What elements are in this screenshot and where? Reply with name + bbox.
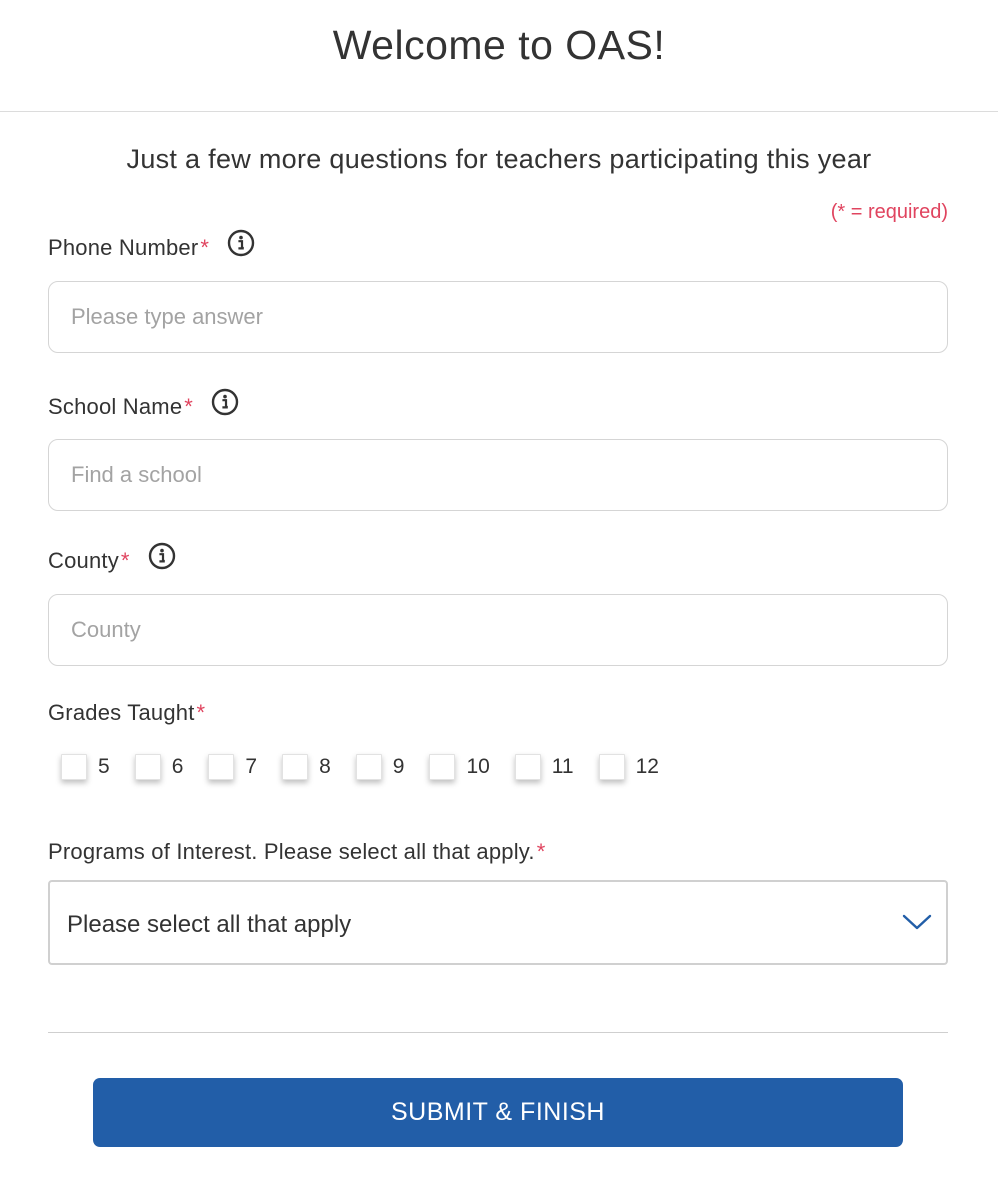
grade-checkbox[interactable] <box>282 754 308 780</box>
grade-checkbox[interactable] <box>356 754 382 780</box>
programs-label <box>48 839 545 865</box>
programs-select-value: Please select all that apply <box>67 911 352 938</box>
grade-label: 6 <box>171 755 184 778</box>
grade-option[interactable] <box>429 754 489 780</box>
phone-label-text: Phone Number <box>48 234 199 260</box>
grade-checkbox[interactable] <box>515 754 541 780</box>
required-star: * <box>196 700 206 725</box>
school-field[interactable] <box>48 439 948 511</box>
submit-finish-button[interactable]: SUBMIT & FINISH <box>93 1078 903 1147</box>
school-label-text: School Name <box>48 393 183 419</box>
grade-checkbox[interactable] <box>429 754 455 780</box>
required-star: * <box>200 234 210 260</box>
page-title: Welcome to OAS! <box>332 22 666 68</box>
phone-field[interactable] <box>48 281 948 353</box>
grade-label: 7 <box>245 755 258 778</box>
grade-checkbox[interactable] <box>135 754 161 780</box>
grade-option[interactable] <box>282 754 331 780</box>
programs-label-text: Programs of Interest. Please select all that apply. <box>48 839 535 864</box>
required-star: * <box>184 393 194 419</box>
county-label-text: County <box>48 547 119 573</box>
grade-checkbox[interactable] <box>208 754 234 780</box>
grade-label: 11 <box>551 755 574 778</box>
grades-checkbox-group <box>61 752 684 782</box>
school-search-input[interactable] <box>49 440 947 510</box>
grade-label: 12 <box>635 755 659 778</box>
grade-label: 9 <box>392 755 405 778</box>
grade-label: 5 <box>98 755 110 778</box>
county-label <box>48 545 176 579</box>
info-icon[interactable] <box>211 388 239 422</box>
chevron-down-icon[interactable] <box>902 912 932 937</box>
grade-option[interactable] <box>208 754 257 780</box>
info-icon[interactable] <box>227 229 255 263</box>
grade-option[interactable] <box>599 754 659 780</box>
grades-label <box>48 700 205 726</box>
grade-label: 10 <box>466 755 490 778</box>
grade-checkbox[interactable] <box>61 754 87 780</box>
phone-input[interactable] <box>49 282 947 352</box>
school-label <box>48 391 239 425</box>
form-divider <box>48 1032 948 1033</box>
county-input[interactable] <box>49 595 947 665</box>
form-subtitle: Just a few more questions for teachers participating this year <box>126 144 872 174</box>
page-header <box>0 0 998 112</box>
grade-label: 8 <box>319 755 331 778</box>
required-star: * <box>120 547 130 573</box>
grade-checkbox[interactable] <box>599 754 625 780</box>
required-star: * <box>536 839 546 864</box>
grade-option[interactable] <box>135 754 184 780</box>
programs-select[interactable] <box>48 880 948 965</box>
grade-option[interactable] <box>61 754 110 780</box>
phone-label <box>48 232 255 266</box>
info-icon[interactable] <box>148 542 176 576</box>
required-note: (* = required) <box>830 201 948 223</box>
grades-label-text: Grades Taught <box>48 700 195 725</box>
grade-option[interactable] <box>356 754 405 780</box>
county-field[interactable] <box>48 594 948 666</box>
grade-option[interactable] <box>515 754 574 780</box>
